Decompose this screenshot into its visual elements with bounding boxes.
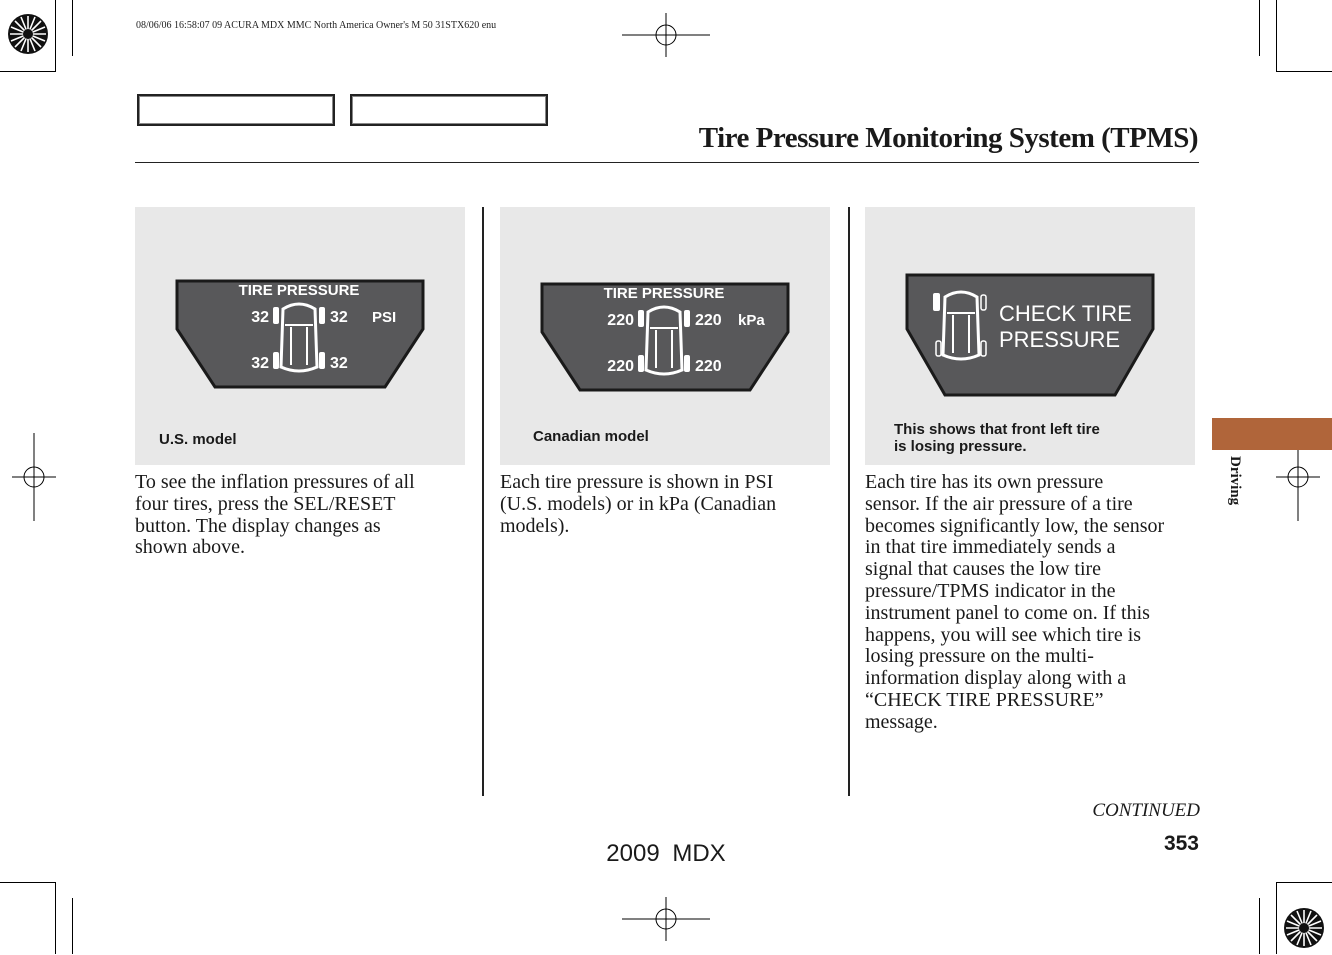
crop-mark	[0, 71, 56, 72]
crop-mark	[55, 0, 56, 72]
value-rear-left: 220	[607, 358, 634, 375]
display-line-1: CHECK TIRE	[999, 301, 1132, 326]
text-line: losing pressure on the multi-	[865, 645, 1094, 668]
text-line: becomes significantly low, the sensor	[865, 514, 1165, 537]
panel-caption: Canadian model	[533, 428, 649, 445]
crosshair-mark-left	[12, 433, 56, 526]
nav-box-1[interactable]	[137, 94, 335, 126]
title-rule	[135, 162, 1199, 163]
value-front-left: 220	[607, 312, 634, 329]
panel-caption-line-2: is losing pressure.	[894, 438, 1027, 455]
unit-label: kPa	[738, 312, 765, 329]
crop-mark	[72, 898, 73, 954]
text-line: sensor. If the air pressure of a tire	[865, 492, 1133, 515]
text-line: happens, you will see which tire is	[865, 623, 1142, 646]
text-line: shown above.	[135, 536, 245, 559]
section-tab-label: Driving	[1227, 456, 1243, 506]
page-title: Tire Pressure Monitoring System (TPMS)	[698, 122, 1198, 154]
panel-check-tire-pressure	[865, 207, 1195, 465]
value-rear-right: 220	[695, 358, 722, 375]
text-line: message.	[865, 710, 938, 733]
panel-caption: U.S. model	[159, 431, 237, 448]
print-info: 08/06/06 16:58:07 09 ACURA MDX MMC North America Owner's M 50 31STX620 enu	[136, 20, 497, 31]
crop-mark	[1259, 0, 1260, 56]
crop-mark	[1259, 898, 1260, 954]
crop-mark	[1276, 882, 1332, 883]
value-rear-left: 32	[251, 355, 269, 372]
text-line: To see the inflation pressures of all	[135, 471, 415, 493]
panel-us-model	[135, 207, 465, 465]
crosshair-mark-bottom	[622, 897, 710, 946]
text-line: four tires, press the SEL/RESET	[135, 492, 396, 515]
crop-mark	[55, 882, 56, 954]
panel-caption-line-1: This shows that front left tire	[894, 421, 1100, 438]
column-1-text	[135, 472, 475, 559]
text-line: models).	[500, 514, 570, 537]
value-front-right: 32	[330, 309, 348, 326]
unit-label: PSI	[372, 309, 397, 326]
column-divider	[848, 207, 850, 796]
section-tab-driving[interactable]	[1212, 418, 1332, 450]
footer-model: 2009 MDX	[606, 840, 726, 867]
text-line: Each tire pressure is shown in PSI	[500, 471, 774, 493]
crop-mark	[1276, 0, 1277, 72]
text-line: Each tire has its own pressure	[865, 471, 1104, 493]
display-title: TIRE PRESSURE	[238, 282, 360, 299]
tire-pressure-display-us	[175, 279, 425, 391]
crop-mark	[1276, 71, 1332, 72]
check-tire-pressure-display	[905, 273, 1155, 399]
registration-mark-bottom-right	[1282, 906, 1326, 955]
text-line: information display along with a	[865, 667, 1127, 690]
continued-label: CONTINUED	[1092, 800, 1200, 821]
value-front-right: 220	[695, 312, 722, 329]
display-line-2: PRESSURE	[999, 327, 1121, 352]
text-line: button. The display changes as	[135, 514, 381, 537]
text-line: signal that causes the low tire	[865, 558, 1102, 581]
text-line: in that tire immediately sends a	[865, 536, 1116, 559]
crosshair-mark-top	[622, 13, 710, 62]
tire-pressure-display-canadian	[540, 282, 790, 394]
value-rear-right: 32	[330, 355, 348, 372]
column-divider	[482, 207, 484, 796]
panel-canadian-model	[500, 207, 830, 465]
crop-mark	[1276, 882, 1277, 954]
nav-box-2[interactable]	[350, 94, 548, 126]
crop-mark	[72, 0, 73, 56]
text-line: instrument panel to come on. If this	[865, 601, 1150, 624]
crop-mark	[0, 882, 56, 883]
text-line: pressure/TPMS indicator in the	[865, 579, 1116, 602]
column-3-text	[865, 472, 1210, 734]
value-front-left: 32	[251, 309, 269, 326]
column-2-text	[500, 472, 840, 537]
text-line: (U.S. models) or in kPa (Canadian	[500, 492, 777, 515]
registration-mark-top-left	[6, 12, 50, 61]
page-number: 353	[1163, 832, 1199, 855]
display-title: TIRE PRESSURE	[603, 285, 725, 302]
text-line: “CHECK TIRE PRESSURE”	[865, 688, 1104, 711]
